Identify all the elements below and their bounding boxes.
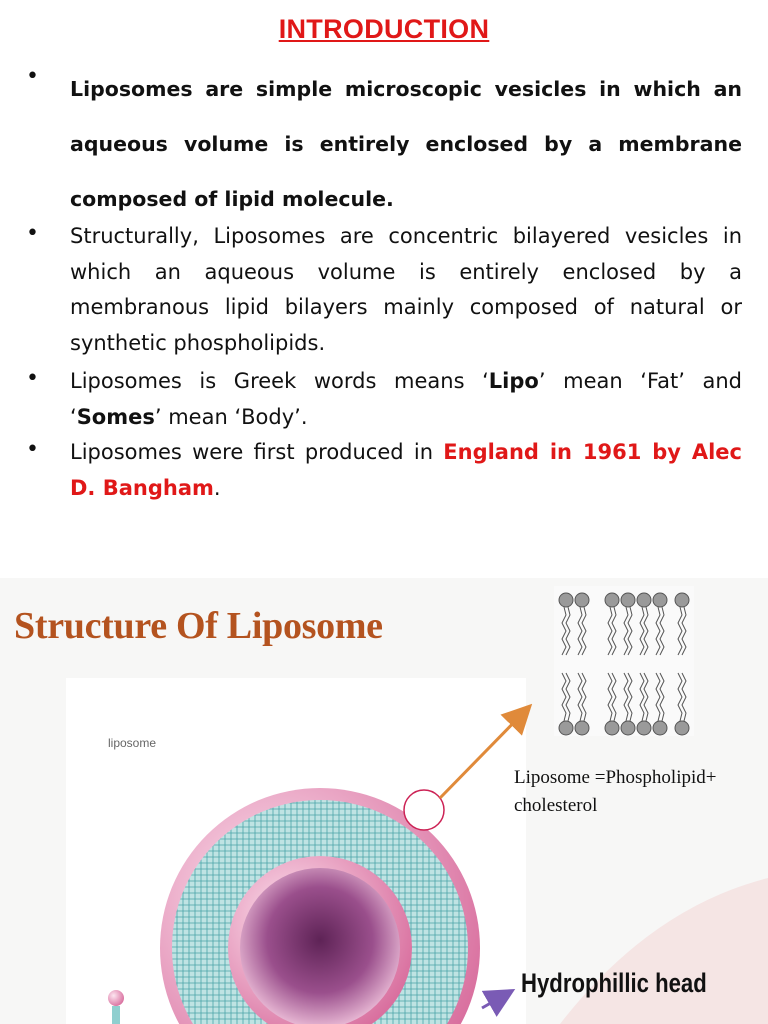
highlight-discovery: England in 1961 by Alec D. Bangham — [70, 440, 742, 500]
bullet-marker: • — [26, 437, 39, 462]
phospholipid-head-icon — [637, 593, 651, 607]
phospholipid-head-icon — [605, 721, 619, 735]
bullet-marker: • — [26, 366, 39, 391]
highlight-circle — [404, 790, 444, 830]
phospholipid-head-icon — [575, 721, 589, 735]
figure-title: Structure Of Liposome — [14, 605, 383, 647]
slide-title: INTRODUCTION — [278, 14, 490, 44]
single-lipid-head — [108, 990, 124, 1006]
bullet-marker: • — [26, 221, 39, 246]
hydrophilic-head-label: Hydrophillic head — [521, 968, 707, 998]
bullet-1-text: Liposomes are simple microscopic vesicles in which an aqueous volume is entirely enclosed by a membrane composed of lipid molecule. — [70, 77, 742, 211]
phospholipid-head-icon — [559, 721, 573, 735]
aqueous-core — [240, 868, 400, 1024]
phospholipid-head-icon — [621, 721, 635, 735]
phospholipid-head-icon — [637, 721, 651, 735]
bilayer-inset — [554, 586, 694, 736]
bullet-3-text: Liposomes is Greek words means ‘Lipo’ mean ‘Fat’ and ‘Somes’ mean ‘Body’. — [70, 369, 742, 429]
phospholipid-head-icon — [605, 593, 619, 607]
phospholipid-head-icon — [559, 593, 573, 607]
phospholipid-head-icon — [675, 593, 689, 607]
bullet-4-text: Liposomes were first produced in England in 1961 by Alec D. Bangham. — [70, 440, 742, 500]
phospholipid-head-icon — [575, 593, 589, 607]
composition-label: Liposome =Phospholipid+ cholesterol — [514, 767, 717, 816]
phospholipid-head-icon — [675, 721, 689, 735]
bullet-2-text: Structurally, Liposomes are concentric bilayered vesicles in which an aqueous volume is entirely enclosed by a membranous lipid bilayers mainly composed of natural or synthetic phospholipids. — [70, 224, 742, 355]
phospholipid-head-icon — [653, 593, 667, 607]
background-swoosh — [560, 878, 768, 1024]
phospholipid-head-icon — [621, 593, 635, 607]
liposome-label: liposome — [108, 736, 157, 750]
bullet-marker: • — [26, 64, 39, 89]
lipo-term: Lipo — [488, 369, 539, 393]
liposome-structure-figure — [0, 578, 768, 1024]
single-lipid-tail — [112, 1006, 120, 1024]
somes-term: Somes — [76, 404, 155, 429]
phospholipid-head-icon — [653, 721, 667, 735]
